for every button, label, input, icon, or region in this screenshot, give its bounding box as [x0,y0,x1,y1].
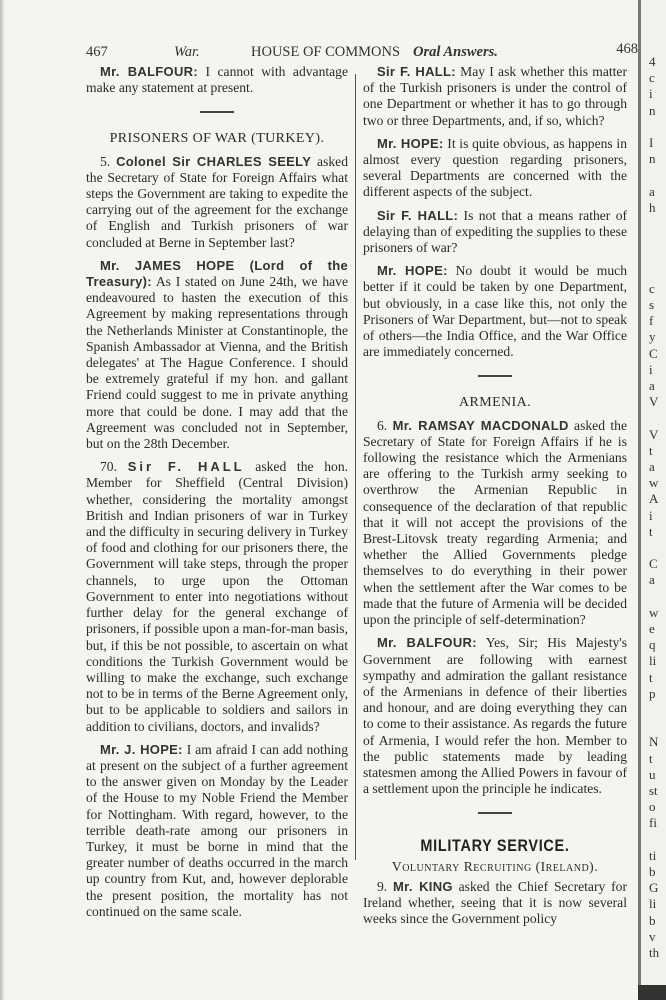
adjacent-page-fragment: s [649,297,655,312]
adjacent-page-fragment: p [649,685,656,701]
speaker-name: Mr. HOPE: [377,263,448,279]
adjacent-page-fragment: th [649,945,660,960]
paragraph-hope-answer-3 [363,136,627,201]
adjacent-page-fragment: N [649,734,659,750]
adjacent-page-fragment: w [649,475,659,491]
speaker-name: Sir F. HALL: [377,207,459,223]
adjacent-page-fragment: G [649,880,659,896]
running-head-section-right: Oral Answers. [413,44,498,60]
question-number: 6. [377,417,393,433]
speech-text: Is not that a means rather of delaying than of expediting the supplies to these prisoners of war? [363,207,628,256]
speaker-name: Mr. HOPE: [377,135,444,151]
paragraph-hall-question-1 [363,64,627,129]
speech-text: asked the Secretary of State for Foreign Affairs what steps the Government are taking to expedite the carrying out of the agreement for the exchange of English and Turkish prisoners of war concluded at Berne in September last? [86,153,349,250]
speaker-name: Mr. KING [393,878,453,894]
speech-text: I cannot with advantage make any statement at present. [86,64,349,96]
section-rule [200,111,234,113]
adjacent-page-fragment: t [649,750,653,766]
page-header [86,41,638,64]
page-corner-shadow [638,985,666,1000]
adjacent-page-fragment: I [649,135,654,150]
adjacent-page-fragment: v [649,928,656,944]
adjacent-page-fragment: A [649,491,659,507]
speaker-name: Mr. BALFOUR: [377,635,477,651]
right-column [363,64,627,934]
adjacent-page-edge [638,0,666,1000]
adjacent-page-fragment: n [649,102,656,118]
speech-text: asked the hon. Member for Sheffield (Central Division) whether, considering the mortality amongst British and Indian prisoners of war in Turkey and the difficulty in securing delivery in Turkey of food and clothing for our prisoners there, the Government will take steps, through the proper channels, to urge upon the Ottoman Government to enter into negotiations without further delay for the general exchange of prisoners, if possible upon a man-for-man basis, but, if this be not possible, to ascertain on what conditions the Turkish Government would be willing to make the exchange, such exchange not to be in terms of the Berne Agreement only, but to be applicable to soldiers and sailors in addition to civilians, doctors, and invalids? [86,459,349,734]
adjacent-page-fragment: a [649,459,655,474]
adjacent-page-fragment: t [649,523,653,539]
subheading-voluntary-recruiting: Voluntary Recruiting (Ireland). [391,858,599,874]
left-column [86,64,348,927]
adjacent-page-fragment: t [649,442,653,458]
adjacent-page-fragment: li [649,653,657,669]
adjacent-page-fragment: b [649,864,656,879]
speech-text: As I stated on June 24th, we have endeavoured to hasten the execution of this Agreement by making representations through the Netherlands Minister at Constantinople, the Spanish Ambassador at Vienna, and the British delegates' at The Hague Conference. I should be extremely grateful if my hon. and gallant Friend could suggest to me in private anything more that could be done. I may add that the Agreement was concluded not in September, but on the 28th December. [86,274,348,452]
adjacent-page-fragment: V [649,394,659,410]
section-heading-prisoners-of-war: PRISONERS OF WAR (TURKEY). [109,131,325,147]
section-rule [478,375,512,377]
speaker-name: Mr. BALFOUR: [100,64,198,79]
paragraph-question-5 [86,154,348,251]
adjacent-page-fragment: V [649,426,659,442]
running-head-section-left: War. [174,44,200,60]
paragraph-hope-answer-4 [363,263,627,360]
adjacent-page-fragment: c [649,280,655,296]
speaker-name: Mr. JAMES HOPE (Lord of the Treasury): [86,257,348,290]
adjacent-page-fragment: t [649,669,653,685]
adjacent-page-fragment: st [649,783,658,798]
running-head-title: HOUSE OF COMMONS [251,44,401,60]
adjacent-page-fragment: c [649,70,655,86]
paragraph-balfour-answer [86,64,348,96]
adjacent-page-fragment: li [649,896,657,912]
adjacent-page-fragment: a [649,378,655,393]
paragraph-balfour-answer-2 [363,635,627,797]
adjacent-page-fragment: f [649,313,654,329]
adjacent-page-fragment: i [649,361,653,377]
paragraph-question-6 [363,418,627,629]
page-number-left: 467 [86,44,108,60]
adjacent-page-fragment: C [649,345,658,361]
adjacent-page-fragment: b [649,912,656,928]
adjacent-page-fragment: y [649,329,656,345]
speaker-name: Sir F. HALL [127,459,245,475]
paragraph-question-9 [363,879,627,928]
section-rule [478,812,512,814]
adjacent-page-fragment: i [649,507,653,523]
section-heading-military-service: MILITARY SERVICE. [420,836,570,856]
paragraph-question-70 [86,459,348,734]
adjacent-page-fragment: u [649,766,656,782]
adjacent-page-fragment: a [649,572,655,588]
speech-text: Yes, Sir; His Majesty's Government are following with earnest sympathy and admiration the gallant resistance of the Armenians in defence of their liberties and honour, and are doing everything they can to come to their assistance. As regards the future of Armenia, I would refer the hon. Member to the public statements made by leading statesmen among the Allied Powers in favour of a settlement upon the principle he indicates. [363,635,628,797]
page-binding-edge [0,0,4,1000]
speech-text: asked the Chief Secretary for Ireland whether, seeing that it is now several weeks since the Government policy [363,878,627,927]
question-number: 70. [100,459,128,475]
adjacent-page-fragment: e [649,621,655,636]
adjacent-page-fragment: a [649,183,655,199]
speech-text: It is quite obvious, as happens in almost every question regarding prisoners, several Departments are concerned with the different aspects of the subject. [363,135,627,200]
adjacent-page-fragment: fi [649,815,657,831]
paragraph-hall-question-2 [363,208,627,257]
speech-text: asked the Secretary of State for Foreign Affairs if he is following the resistance which the Armenians are offering to the Turkish army seeking to overthrow the Armenian Republic in consequence of the declaration of that republic that it will not accept the provisions of the Brest-Litovsk treaty regarding Armenia; and whether the Allied Governments pledge themselves to do everything in their power when the settlement after the War comes to be made that the future of Armenia will be decided upon the principle of self-determination? [363,417,627,628]
question-number: 5. [100,153,117,169]
adjacent-page-fragment: 4 [649,54,656,69]
adjacent-page-fragment: w [649,604,659,620]
paragraph-hope-answer-2 [86,742,348,920]
question-number: 9. [377,878,394,894]
speech-text: No doubt it would be much better if it could be taken by one Department, but obviously, in a case like this, not only the Prisoners of War Department, but—not to speak of others—the India Office, and the War Office are immediately concerned. [363,263,628,360]
adjacent-page-fragment: h [649,199,656,215]
adjacent-page-fragment: o [649,799,656,815]
section-heading-armenia: ARMENIA. [458,395,532,411]
speaker-name: Colonel Sir CHARLES SEELY [116,153,312,169]
adjacent-page-fragment: i [649,86,653,102]
speaker-name: Mr. RAMSAY MACDONALD [392,417,569,433]
adjacent-page-fragment: ti [649,847,657,863]
adjacent-page-fragment: q [649,637,656,653]
speaker-name: Mr. J. HOPE: [100,741,183,757]
column-divider [355,74,356,860]
speech-text: May I ask whether this matter of the Turkish prisoners is under the control of one Department or whether it has to go through two or three Departments, and, if so, which? [363,64,627,128]
page-number-right: 468 [616,41,638,57]
adjacent-page-fragment: C [649,556,658,572]
speaker-name: Sir F. HALL: [377,64,456,79]
paragraph-hope-answer-1 [86,258,348,452]
adjacent-page-fragment: n [649,151,656,167]
speech-text: I am afraid I can add nothing at present on the subject of a further agreement to the answer given on Monday by the Leader of the House to my Noble Friend the Member for Nottingham. With regard, however, to the terrible death-rate among our prisoners in Turkey, it must be borne in mind that the greater number of deaths occurred in the march up country from Kut, and, however deplorable the present position, the mortality has not continued on the same scale. [86,741,348,919]
